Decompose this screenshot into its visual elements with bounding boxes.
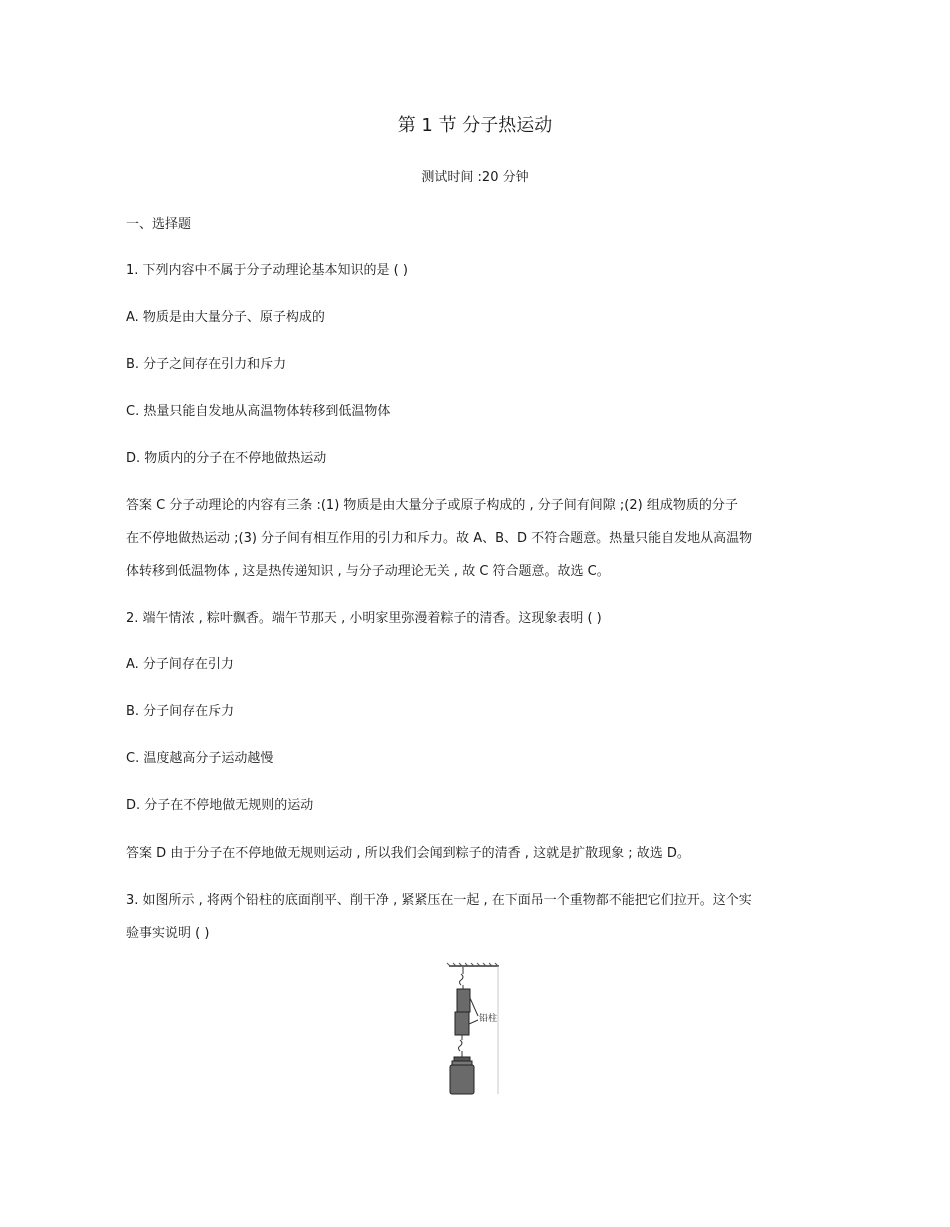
top-hook	[460, 967, 464, 989]
q1-option-b: B. 分子之间存在引力和斥力	[126, 357, 287, 372]
q1-answer-line1: 答案 C 分子动理论的内容有三条 :(1) 物质是由大量分子或原子构成的 , 分子间有间隙 ;(2) 组成物质的分子	[126, 498, 738, 513]
q2-option-d: D. 分子在不停地做无规则的运动	[126, 798, 314, 813]
bottom-hook	[459, 1035, 463, 1057]
lead-cylinder-label: 铅柱	[479, 1014, 498, 1024]
q2-option-c: C. 温度越高分子运动越慢	[126, 751, 274, 766]
q3-stem-line1: 3. 如图所示 , 将两个铅柱的底面削平、削干净 , 紧紧压在一起 , 在下面吊一个重物都不能把它们拉开。这个实	[126, 893, 752, 908]
q2-answer: 答案 D 由于分子在不停地做无规则运动 , 所以我们会闻到粽子的清香 , 这就是扩散现象 ; 故选 D。	[126, 846, 690, 861]
q1-stem: 1. 下列内容中不属于分子动理论基本知识的是 ( )	[126, 263, 408, 278]
q1-option-a: A. 物质是由大量分子、原子构成的	[126, 310, 325, 325]
q1-option-d: D. 物质内的分子在不停地做热运动	[126, 451, 327, 466]
section-heading: 一、选择题	[126, 217, 192, 232]
lower-lead-cylinder	[455, 1012, 469, 1035]
q1-answer-line3: 体转移到低温物体 , 这是热传递知识 , 与分子动理论无关 , 故 C 符合题意。故选 C。	[126, 564, 610, 579]
q2-option-b: B. 分子间存在斥力	[126, 704, 235, 719]
weight	[450, 1057, 474, 1094]
q1-option-c: C. 热量只能自发地从高温物体转移到低温物体	[126, 404, 391, 419]
q2-option-a: A. 分子间存在引力	[126, 657, 234, 672]
q2-stem: 2. 端午情浓 , 粽叶飘香。端午节那天 , 小明家里弥漫着粽子的清香。这现象表明 ( )	[126, 611, 602, 626]
q3-stem-line2: 验事实说明 ( )	[126, 926, 210, 941]
lead-cylinder-figure	[440, 962, 510, 1098]
q1-answer-line2: 在不停地做热运动 ;(3) 分子间有相互作用的引力和斥力。故 A、B、D 不符合题意。热量只能自发地从高温物	[126, 531, 753, 546]
page-title: 第 1 节 分子热运动	[397, 115, 553, 136]
upper-lead-cylinder	[457, 989, 470, 1012]
test-time: 测试时间 :20 分钟	[421, 170, 529, 185]
ceiling	[447, 963, 499, 966]
